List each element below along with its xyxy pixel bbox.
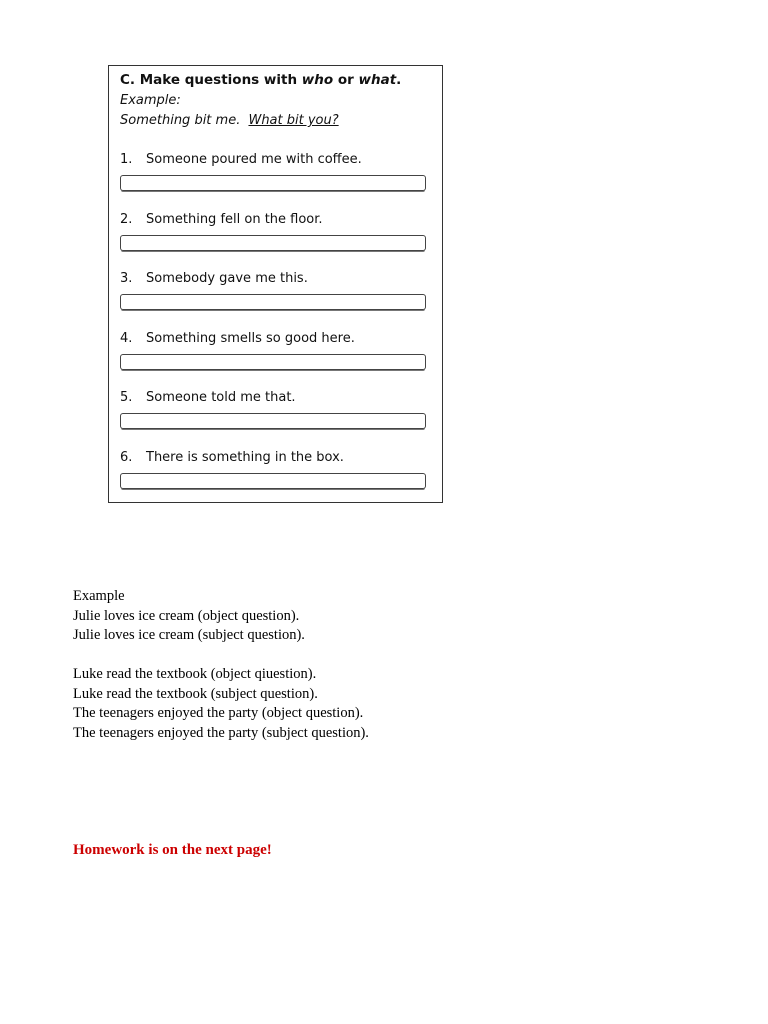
- worksheet-item: [120, 271, 430, 310]
- answer-box: [120, 413, 426, 429]
- homework-note: Homework is on the next page!: [73, 842, 272, 858]
- item-number: 5.: [120, 390, 133, 405]
- example-heading: Example: [73, 588, 125, 604]
- worksheet-item: [120, 152, 430, 191]
- item-number: 4.: [120, 331, 133, 346]
- exercise-line: Luke read the textbook (subject question).: [73, 685, 318, 702]
- worksheet-image: [108, 65, 443, 503]
- answer-box: [120, 294, 426, 310]
- exercise-line: The teenagers enjoyed the party (object question).: [73, 705, 364, 721]
- worksheet-item: [120, 331, 430, 370]
- item-number: 1.: [120, 152, 133, 167]
- worksheet-item: [120, 390, 430, 429]
- answer-box: [120, 354, 426, 370]
- example-line: Julie loves ice cream (object question).: [73, 607, 300, 624]
- example-line: Julie loves ice cream (subject question).: [73, 627, 305, 643]
- item-text: Somebody gave me this.: [146, 271, 308, 286]
- item-text: Someone told me that.: [146, 390, 296, 405]
- example-section: [73, 587, 305, 646]
- worksheet-example-line: [120, 113, 339, 128]
- worksheet-title: C. Make questions with who or what.: [120, 72, 402, 88]
- worksheet-item: [120, 450, 430, 489]
- item-text: Someone poured me with coffee.: [146, 152, 362, 167]
- item-number: 3.: [120, 271, 133, 286]
- exercise-line: The teenagers enjoyed the party (subject question).: [73, 724, 369, 741]
- item-number: 6.: [120, 450, 133, 465]
- worksheet-example-label: Example:: [120, 93, 181, 108]
- worksheet-example-answer: What bit you?: [248, 113, 339, 128]
- exercise-section: [73, 665, 369, 743]
- item-text: Something smells so good here.: [146, 331, 355, 346]
- exercise-line: Luke read the textbook (object qiuestion).: [73, 666, 317, 682]
- item-text: There is something in the box.: [146, 450, 344, 465]
- worksheet-example-statement: Something bit me.: [120, 113, 241, 128]
- answer-box: [120, 473, 426, 489]
- item-number: 2.: [120, 212, 133, 227]
- answer-box: [120, 235, 426, 251]
- item-text: Something fell on the floor.: [146, 212, 323, 227]
- answer-box: [120, 175, 426, 191]
- worksheet-item: [120, 212, 430, 251]
